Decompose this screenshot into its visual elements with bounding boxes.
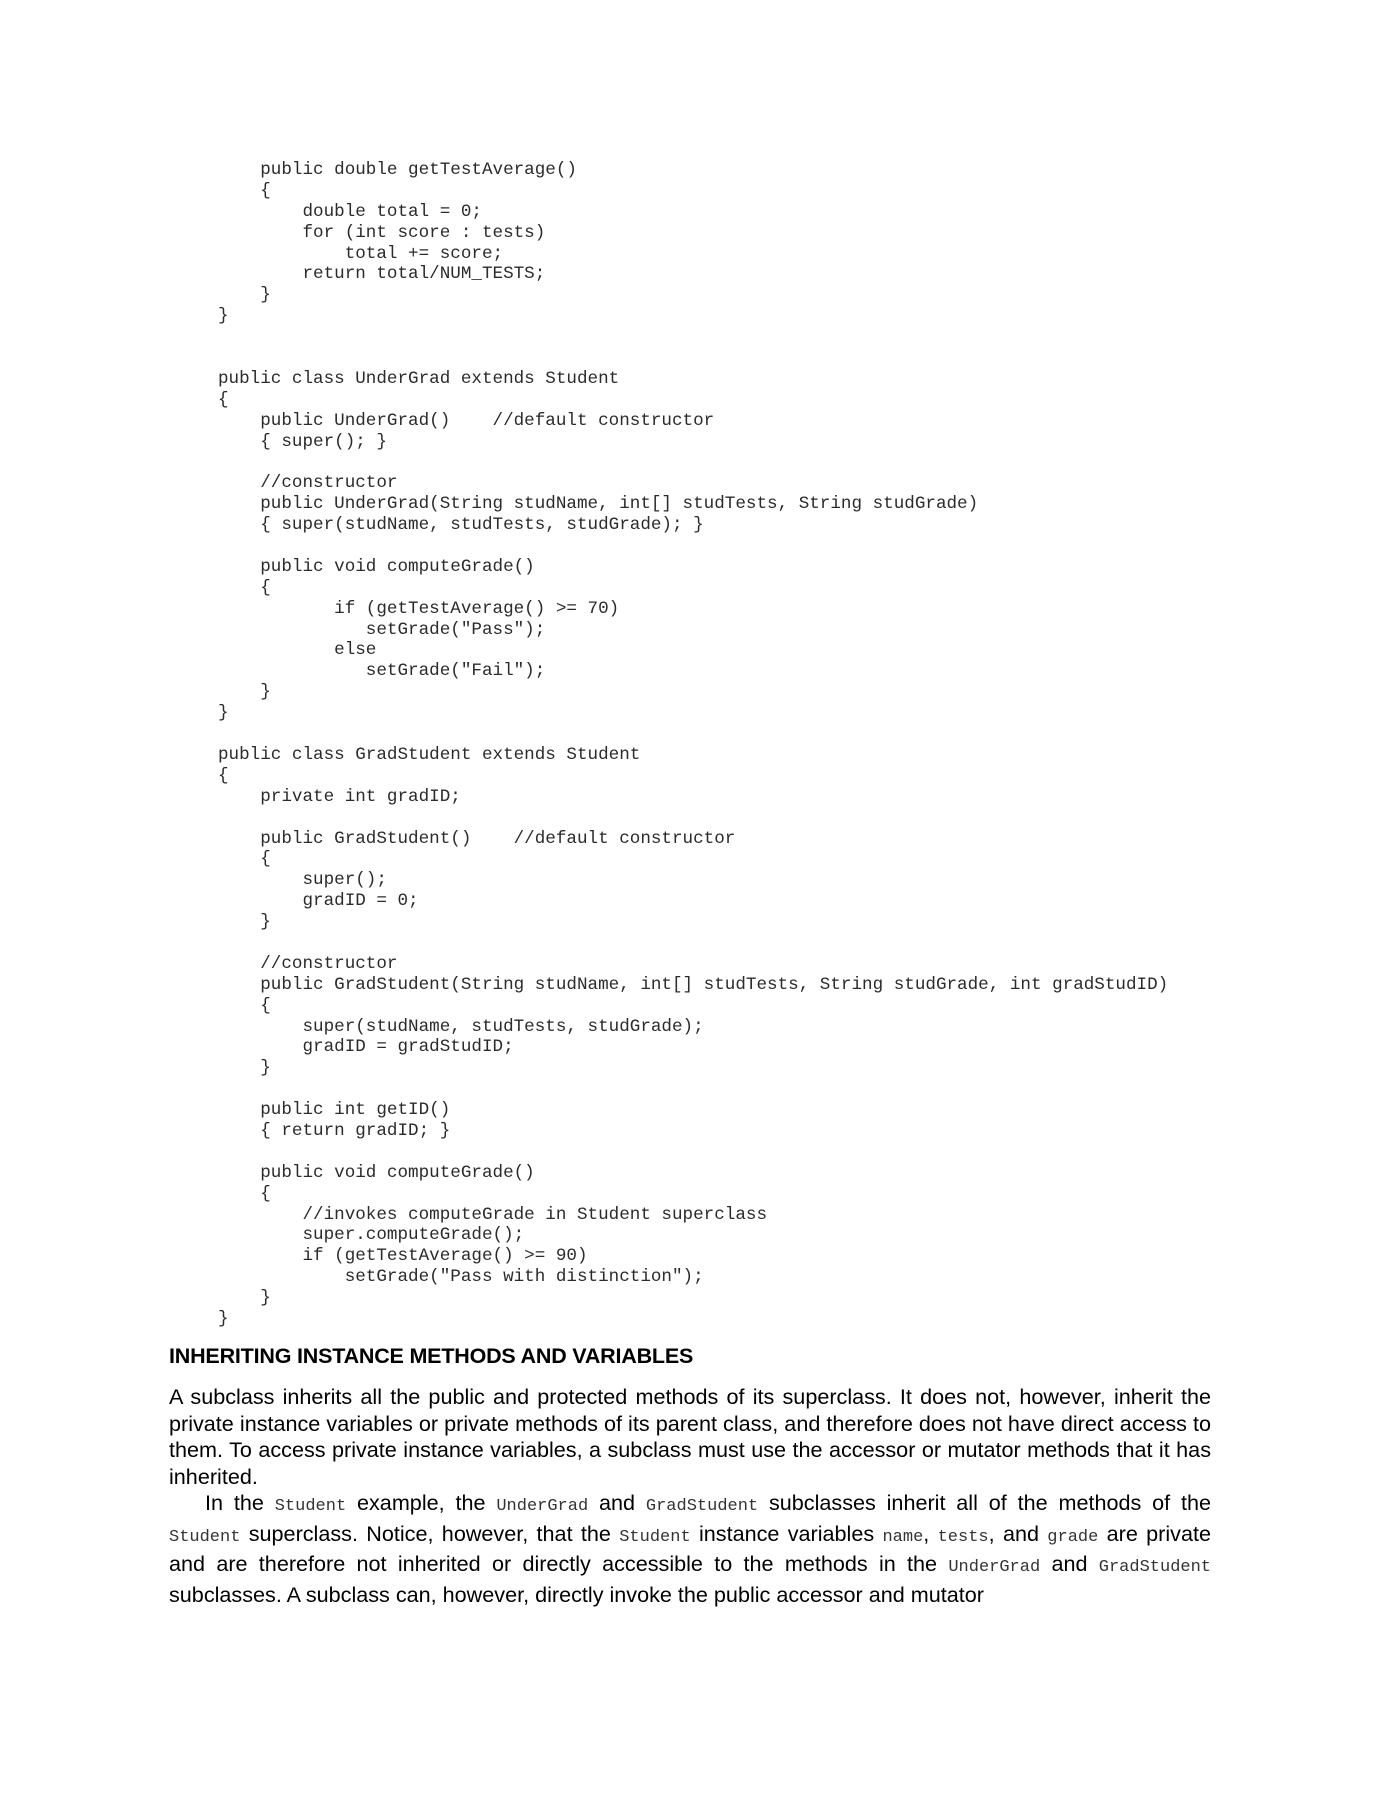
code-line: public class GradStudent extends Student (218, 744, 641, 765)
code-line: } (218, 306, 229, 327)
inline-code-student: Student (169, 1527, 241, 1547)
para2-text-2: example, the (346, 1490, 497, 1515)
code-line (218, 536, 1168, 557)
code-line: { (218, 389, 229, 410)
code-line: super.computeGrade(); (218, 1225, 525, 1246)
inline-code-tests: tests (937, 1527, 989, 1547)
inline-code-student: Student (274, 1497, 347, 1516)
code-listing (218, 160, 1168, 1330)
inline-code-undergrad: UnderGrad (496, 1497, 589, 1516)
code-line: return total/NUM_TESTS; (218, 264, 546, 285)
section-heading: INHERITING INSTANCE METHODS AND VARIABLES (169, 1344, 694, 1368)
code-line: public UnderGrad(String studName, int[] studTests, String studGrade) (218, 494, 979, 515)
code-line (218, 808, 1168, 829)
code-line: } (218, 1308, 229, 1329)
para2-text-1: In the (205, 1490, 275, 1515)
inline-code-gradstudent: GradStudent (645, 1497, 759, 1516)
code-line: public GradStudent(String studName, int[] studTests, String studGrade, int gradStudID) (218, 974, 1169, 995)
code-line: { return gradID; } (218, 1120, 451, 1141)
inline-code-student: Student (619, 1527, 691, 1547)
para2-text-5: superclass. Notice, however, that the (240, 1520, 620, 1546)
code-line: gradID = 0; (218, 891, 419, 912)
code-line: gradID = gradStudID; (218, 1037, 514, 1058)
code-line: for (int score : tests) (218, 222, 546, 243)
code-line: } (218, 285, 271, 306)
code-line: else (218, 640, 377, 661)
code-line: //constructor (218, 473, 398, 494)
code-line: private int gradID; (218, 786, 461, 807)
code-line: } (218, 1058, 271, 1079)
para2-text-10: and (1040, 1551, 1099, 1577)
code-line: { (218, 1183, 271, 1204)
inline-code-gradstudent: GradStudent (1098, 1558, 1211, 1578)
code-line (218, 724, 1168, 745)
code-line: public class UnderGrad extends Student (218, 368, 620, 389)
code-line: { super(studName, studTests, studGrade); } (218, 515, 704, 536)
code-line: if (getTestAverage() >= 90) (218, 1246, 588, 1267)
code-line: public void computeGrade() (218, 1162, 535, 1183)
code-line: } (218, 1288, 271, 1309)
code-line (218, 1142, 1168, 1163)
code-line: { (218, 849, 271, 870)
code-line: { super(); } (218, 431, 387, 452)
code-line: { (218, 577, 271, 598)
code-line: public UnderGrad() //default constructor (218, 410, 715, 431)
code-line: super(studName, studTests, studGrade); (218, 1016, 704, 1037)
paragraph-student-example (169, 1490, 1211, 1608)
inline-code-grade: grade (1047, 1527, 1099, 1547)
code-line: public int getID() (218, 1100, 451, 1121)
para2-text-7: , (923, 1520, 938, 1546)
code-line: setGrade("Pass"); (218, 619, 546, 640)
inline-code-undergrad: UnderGrad (948, 1558, 1041, 1578)
code-line (218, 1079, 1168, 1100)
para2-text-6: instance variables (690, 1520, 883, 1546)
code-line: } (218, 703, 229, 724)
code-line (218, 327, 1168, 348)
code-line: double total = 0; (218, 201, 482, 222)
para2-text-9: are private and are therefore not inherited or directly accessible to the methods in the (169, 1520, 1211, 1577)
para2-text-11: subclasses. A subclass can, however, directly invoke the public accessor and mutator (169, 1581, 984, 1607)
code-line: { (218, 180, 271, 201)
para2-text-4: subclasses inherit all of the methods of the (758, 1490, 1212, 1515)
code-line: public double getTestAverage() (218, 160, 577, 180)
para2-text-8: , and (988, 1520, 1048, 1546)
code-line: setGrade("Pass with distinction"); (218, 1267, 704, 1288)
code-line: } (218, 682, 271, 703)
code-line: public GradStudent() //default constructor (218, 828, 736, 849)
code-line: public void computeGrade() (218, 556, 535, 577)
code-line: if (getTestAverage() >= 70) (218, 598, 620, 619)
paragraph-intro: A subclass inherits all the public and protected methods of its superclass. It does not, however, inherit the private instance variables or private methods of its parent class, and therefore does not have direct access to them. To access private instance variables, a subclass must use the accessor or mutator methods that it has inherited. (169, 1384, 1211, 1489)
code-line: { (218, 995, 271, 1016)
code-line: { (218, 765, 229, 786)
inline-code-name: name (882, 1527, 924, 1547)
code-line (218, 452, 1168, 473)
code-line (218, 933, 1168, 954)
code-line: super(); (218, 870, 387, 891)
code-line: //constructor (218, 953, 398, 974)
code-line: total += score; (218, 243, 504, 264)
code-line: setGrade("Fail"); (218, 661, 546, 682)
para2-text-3: and (588, 1490, 646, 1515)
code-line (218, 348, 1168, 369)
code-line: //invokes computeGrade in Student superclass (218, 1204, 768, 1225)
code-line: } (218, 912, 271, 933)
